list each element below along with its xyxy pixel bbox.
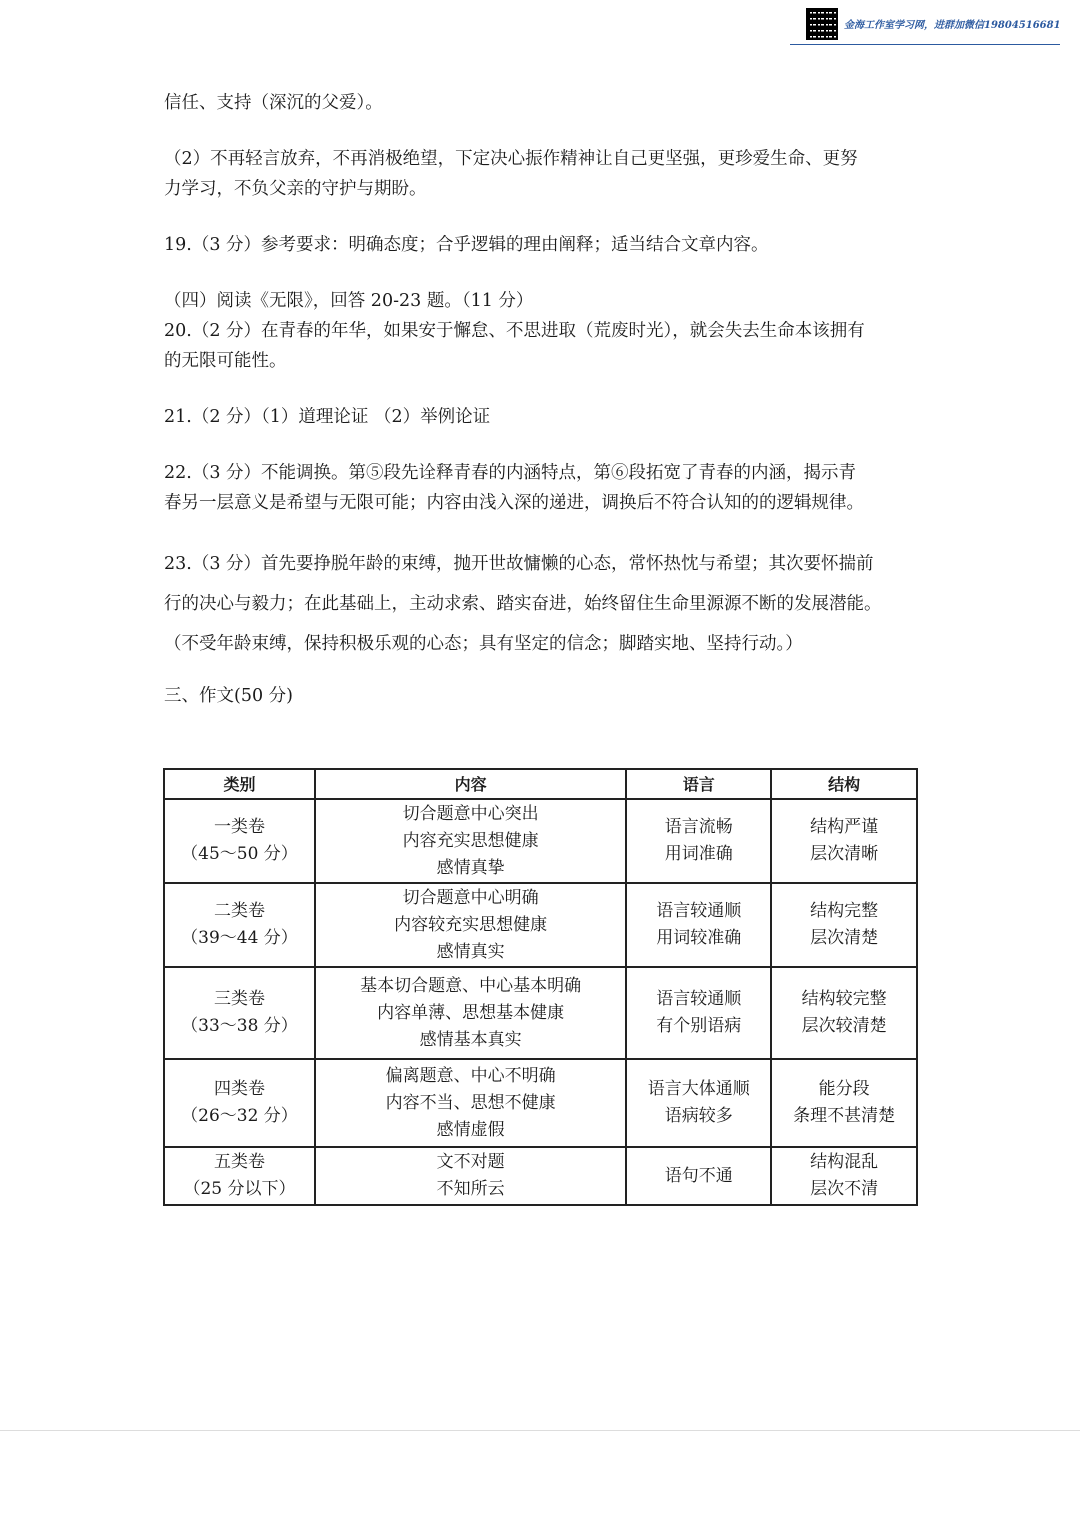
header-text: 金海工作室学习网，进群加微信19804516681 bbox=[844, 20, 1061, 31]
column-header: 类别 bbox=[164, 769, 315, 799]
essay-rubric-table bbox=[163, 768, 918, 1206]
language-cell: 语言较通顺 用词较准确 bbox=[626, 883, 771, 967]
paragraph: 力学习，不负父亲的守护与期盼。 bbox=[164, 179, 427, 199]
question-22: 22.（3 分）不能调换。第⑤段先诠释青春的内涵特点，第⑥段拓宽了青春的内涵，揭示青 bbox=[164, 463, 857, 483]
page-header bbox=[790, 6, 1060, 45]
question-23: 23.（3 分）首先要挣脱年龄的束缚，抛开世故慵懒的心态，常怀热忱与希望；其次要怀揣前 bbox=[164, 554, 874, 574]
category-cell: 五类卷 （25 分以下） bbox=[164, 1147, 315, 1205]
language-cell: 语句不通 bbox=[626, 1147, 771, 1205]
section-heading: 三、作文(50 分) bbox=[164, 686, 293, 706]
paragraph: （2）不再轻言放弃，不再消极绝望，下定决心振作精神让自己更坚强，更珍爱生命、更努 bbox=[164, 149, 858, 169]
column-header: 语言 bbox=[626, 769, 771, 799]
section-heading: （四）阅读《无限》，回答 20-23 题。（11 分） bbox=[164, 291, 534, 311]
question-19: 19.（3 分）参考要求：明确态度；合乎逻辑的理由阐释；适当结合文章内容。 bbox=[164, 235, 769, 255]
structure-cell: 结构严谨 层次清晰 bbox=[771, 799, 917, 883]
column-header: 内容 bbox=[315, 769, 626, 799]
qr-code-icon bbox=[806, 8, 838, 40]
question-20-cont: 的无限可能性。 bbox=[164, 351, 287, 371]
content-cell: 文不对题 不知所云 bbox=[315, 1147, 626, 1205]
category-cell: 一类卷 （45～50 分） bbox=[164, 799, 315, 883]
content-cell: 基本切合题意、中心基本明确 内容单薄、思想基本健康 感情基本真实 bbox=[315, 967, 626, 1059]
category-cell: 三类卷 （33～38 分） bbox=[164, 967, 315, 1059]
content-cell: 切合题意中心明确 内容较充实思想健康 感情真实 bbox=[315, 883, 626, 967]
table-header-row bbox=[164, 769, 917, 799]
category-cell: 四类卷 （26～32 分） bbox=[164, 1059, 315, 1147]
question-22-cont: 春另一层意义是希望与无限可能；内容由浅入深的递进，调换后不符合认知的的逻辑规律。 bbox=[164, 493, 864, 513]
structure-cell: 结构较完整 层次较清楚 bbox=[771, 967, 917, 1059]
table-row bbox=[164, 883, 917, 967]
table-row bbox=[164, 799, 917, 883]
question-23-cont: 行的决心与毅力；在此基础上，主动求索、踏实奋进，始终留住生命里源源不断的发展潜能。 bbox=[164, 594, 882, 614]
answer-content bbox=[164, 88, 924, 716]
table-row bbox=[164, 1147, 917, 1205]
structure-cell: 结构混乱 层次不清 bbox=[771, 1147, 917, 1205]
table-row bbox=[164, 967, 917, 1059]
language-cell: 语言较通顺 有个别语病 bbox=[626, 967, 771, 1059]
structure-cell: 结构完整 层次清楚 bbox=[771, 883, 917, 967]
page-divider bbox=[0, 1430, 1080, 1431]
table-row bbox=[164, 1059, 917, 1147]
column-header: 结构 bbox=[771, 769, 917, 799]
question-21: 21.（2 分）（1）道理论证 （2）举例论证 bbox=[164, 407, 491, 427]
paragraph: 信任、支持（深沉的父爱）。 bbox=[164, 93, 383, 113]
question-20: 20.（2 分）在青春的年华，如果安于懈怠、不思进取（荒废时光），就会失去生命本该拥有 bbox=[164, 321, 865, 341]
language-cell: 语言大体通顺 语病较多 bbox=[626, 1059, 771, 1147]
question-23-note: （不受年龄束缚，保持积极乐观的心态；具有坚定的信念；脚踏实地、坚持行动。） bbox=[164, 634, 803, 654]
content-cell: 切合题意中心突出 内容充实思想健康 感情真挚 bbox=[315, 799, 626, 883]
content-cell: 偏离题意、中心不明确 内容不当、思想不健康 感情虚假 bbox=[315, 1059, 626, 1147]
language-cell: 语言流畅 用词准确 bbox=[626, 799, 771, 883]
structure-cell: 能分段 条理不甚清楚 bbox=[771, 1059, 917, 1147]
category-cell: 二类卷 （39～44 分） bbox=[164, 883, 315, 967]
